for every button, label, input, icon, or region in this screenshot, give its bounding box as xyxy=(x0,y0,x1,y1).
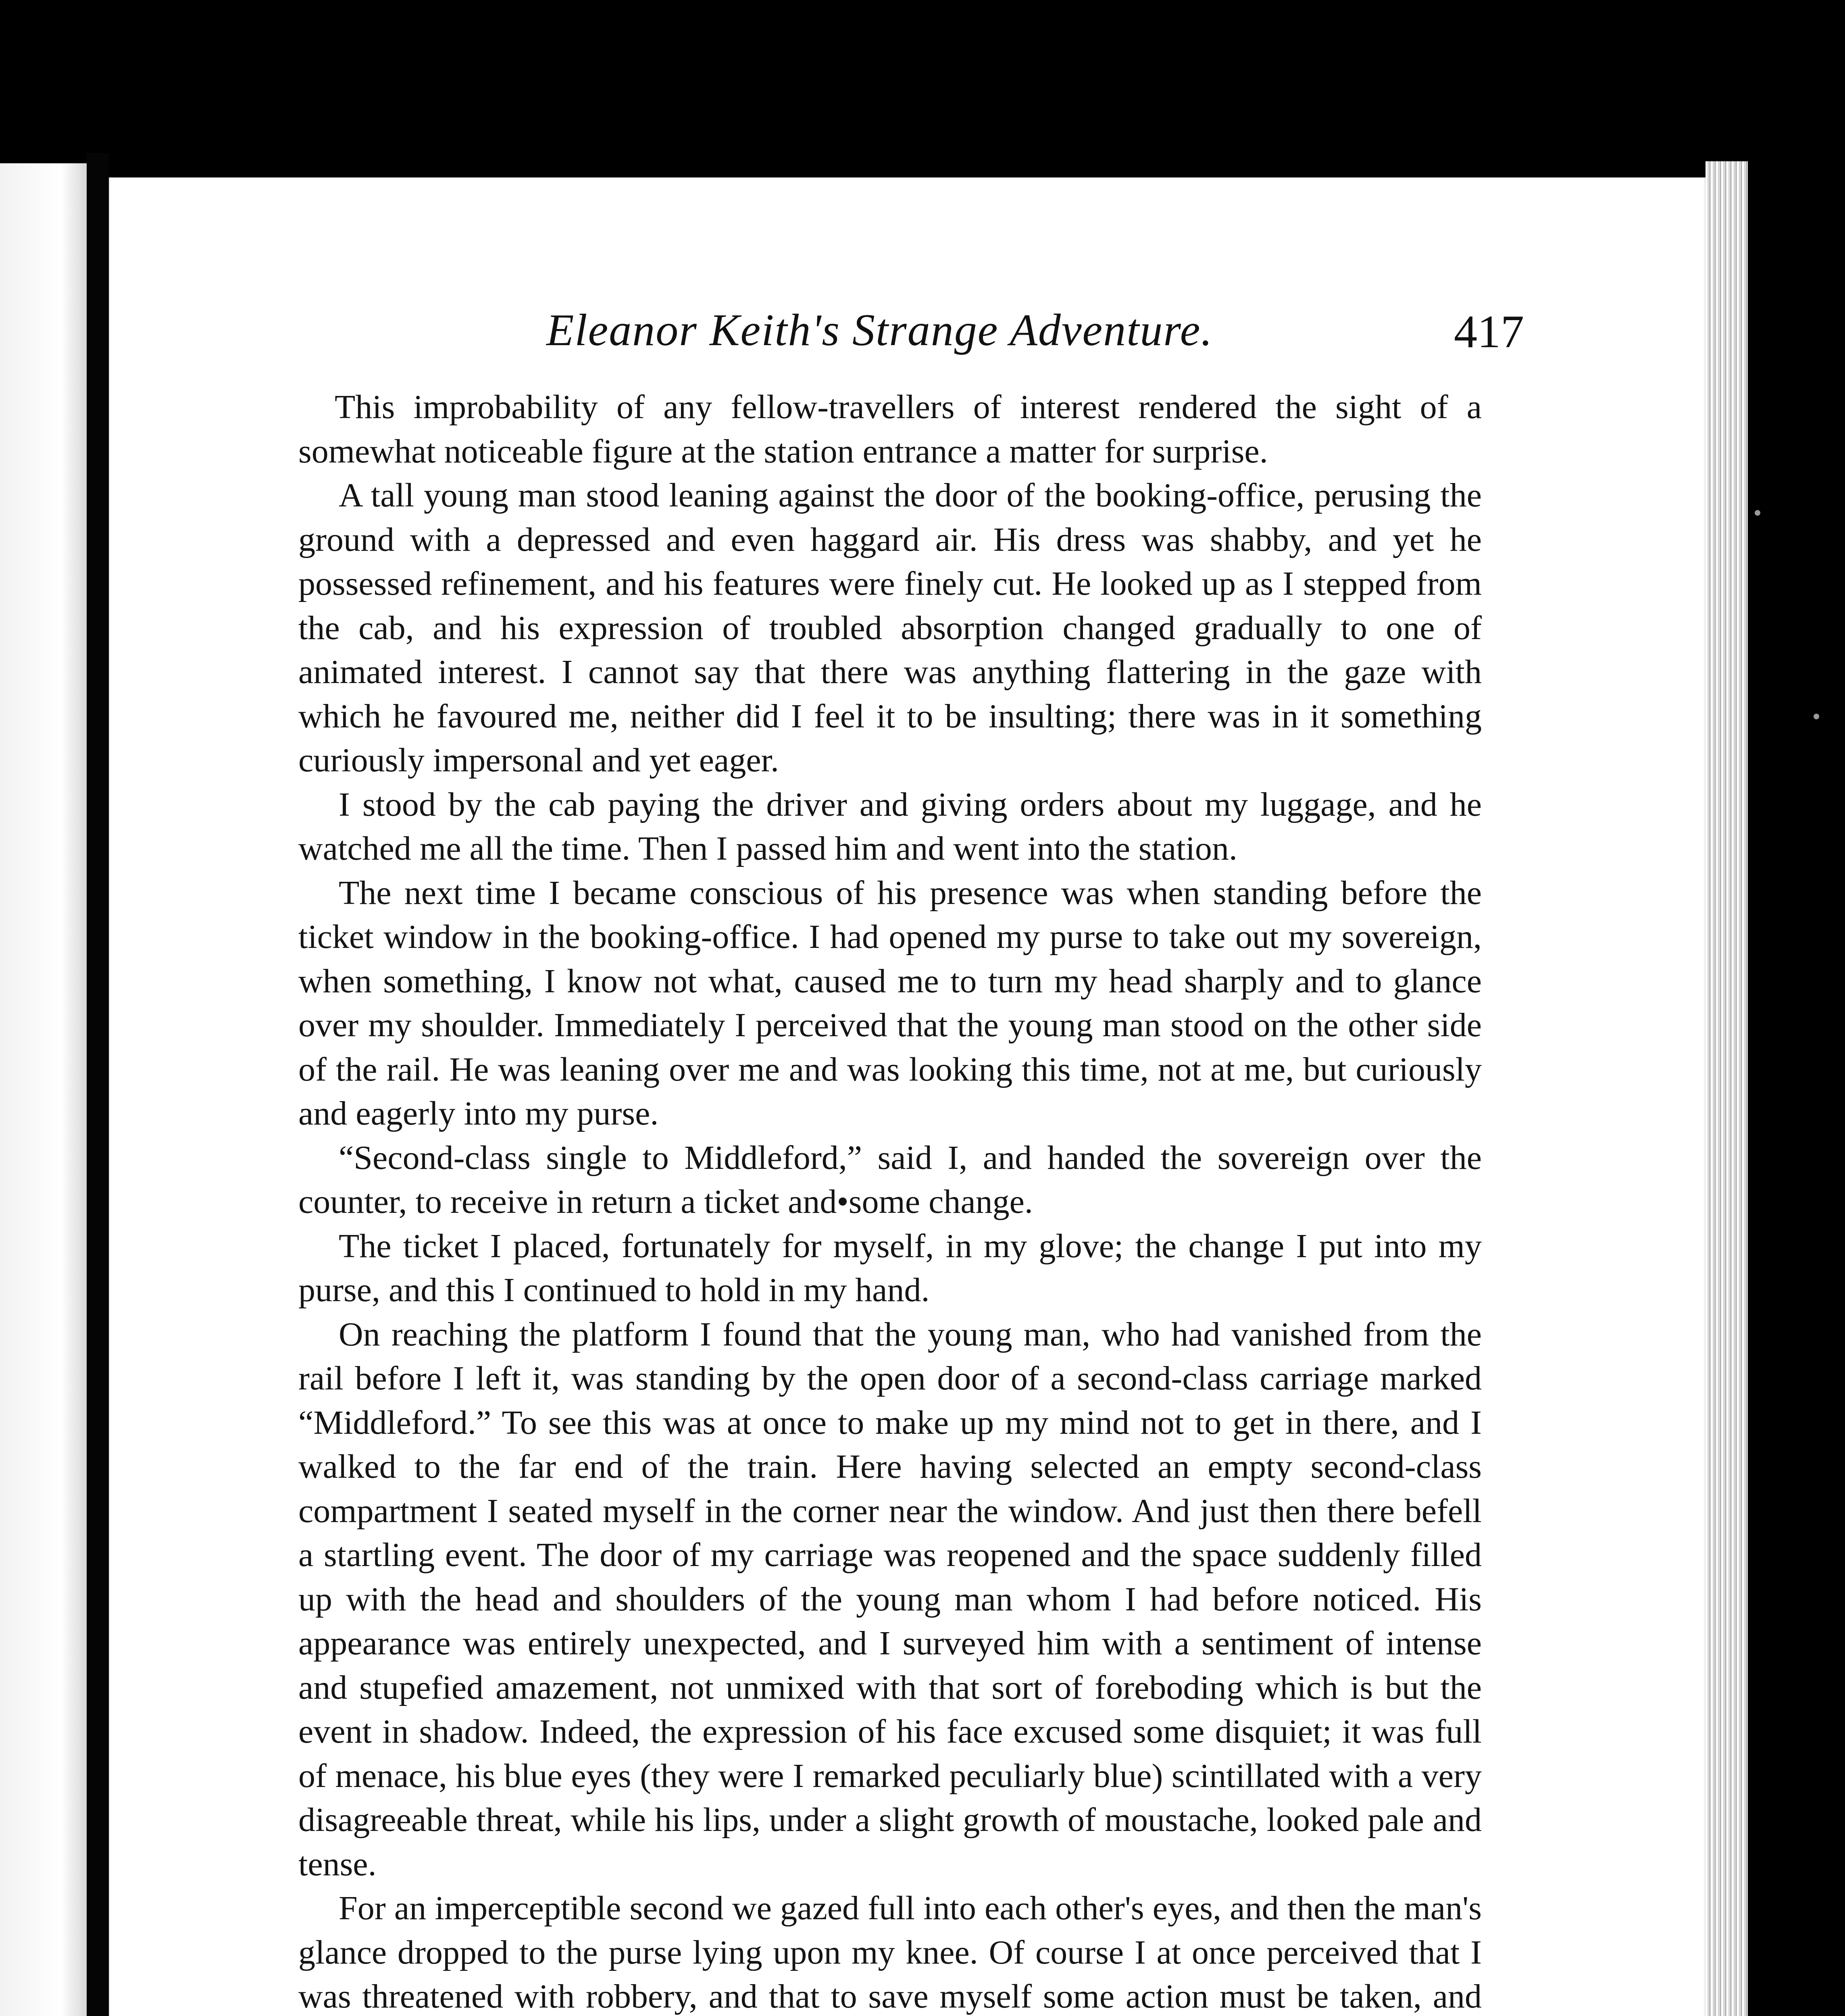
page-number: 417 xyxy=(1454,306,1524,358)
scan-background xyxy=(1748,153,1845,2016)
running-title: Eleanor Keith's Strange Adventure. xyxy=(546,305,1213,355)
body-text xyxy=(298,385,1482,2016)
running-head xyxy=(298,304,1524,357)
dust-speck xyxy=(1814,714,1819,719)
dust-speck xyxy=(1755,510,1760,516)
paragraph: The ticket I placed, fortunately for myself, in my glove; the change I put into my purse, and this I continued to hold in my hand. xyxy=(298,1227,1482,1309)
previous-page-edge xyxy=(0,163,87,2016)
gutter-shadow xyxy=(87,153,109,2016)
paragraph: On reaching the platform I found that the young man, who had vanished from the rail before I left it, was standing by the open door of a second-class carriage marked “Middleford.” To see this was at once to make up my mind not to get in there, and I walked to the far end of the train. Here having selected an empty second-class compartment I seated myself in the corner near the window. And just then there befell a startling event. The door of my carriage was reopened and the space suddenly filled up with the head and shoulders of the young man whom I had before noticed. His appearance was entirely unexpected, and I surveyed him with a sentiment of intense and stupefied amazement, not unmixed with that sort of foreboding which is but the event in shadow. Indeed, the expression of his face excused some disquiet; it was full of menace, his blue eyes (they were I remarked peculiarly blue) scintillated with a very disagreeable threat, while his lips, under a slight growth of moustache, looked pale and tense. xyxy=(298,1315,1482,1883)
paragraph: “Second-class single to Middleford,” said I, and handed the sovereign over the counter, to receive in return a ticket and•some change. xyxy=(298,1139,1482,1220)
paragraph: The next time I became conscious of his presence was when standing before the ticket window in the booking-office. I had opened my purse to take out my sovereign, when something, I know not what, caused me to turn my head sharply and to glance over my shoulder. Immediately I perceived that the young man stood on the other side of the rail. He was leaning over me and was looking this time, not at me, but curiously and eagerly into my purse. xyxy=(298,874,1482,1132)
paragraph: For an imperceptible second we gazed full into each other's eyes, and then the man's glance dropped to the purse lying upon my knee. Of course I at once perceived that I was threatened with robbery, and that to save myself some action must be taken, and xyxy=(298,1889,1482,2015)
paragraph: I stood by the cab paying the driver and giving orders about my luggage, and he watched me all the time. Then I passed him and went into the station. xyxy=(298,785,1482,867)
paragraph: This improbability of any fellow-travellers of interest rendered the sight of a somewhat noticeable figure at the station entrance a matter for surprise. xyxy=(298,388,1482,470)
page-stack-edge xyxy=(1705,161,1748,2016)
paragraph: A tall young man stood leaning against the door of the booking-office, perusing the ground with a depressed and even haggard air. His dress was shabby, and yet he possessed refinement, and his features were finely cut. He looked up as I stepped from the cab, and his expression of troubled absorption changed gradually to one of animated interest. I cannot say that there was anything flattering in the gaze with which he favoured me, neither did I feel it to be insulting; there was in it something curiously impersonal and yet eager. xyxy=(298,477,1482,779)
